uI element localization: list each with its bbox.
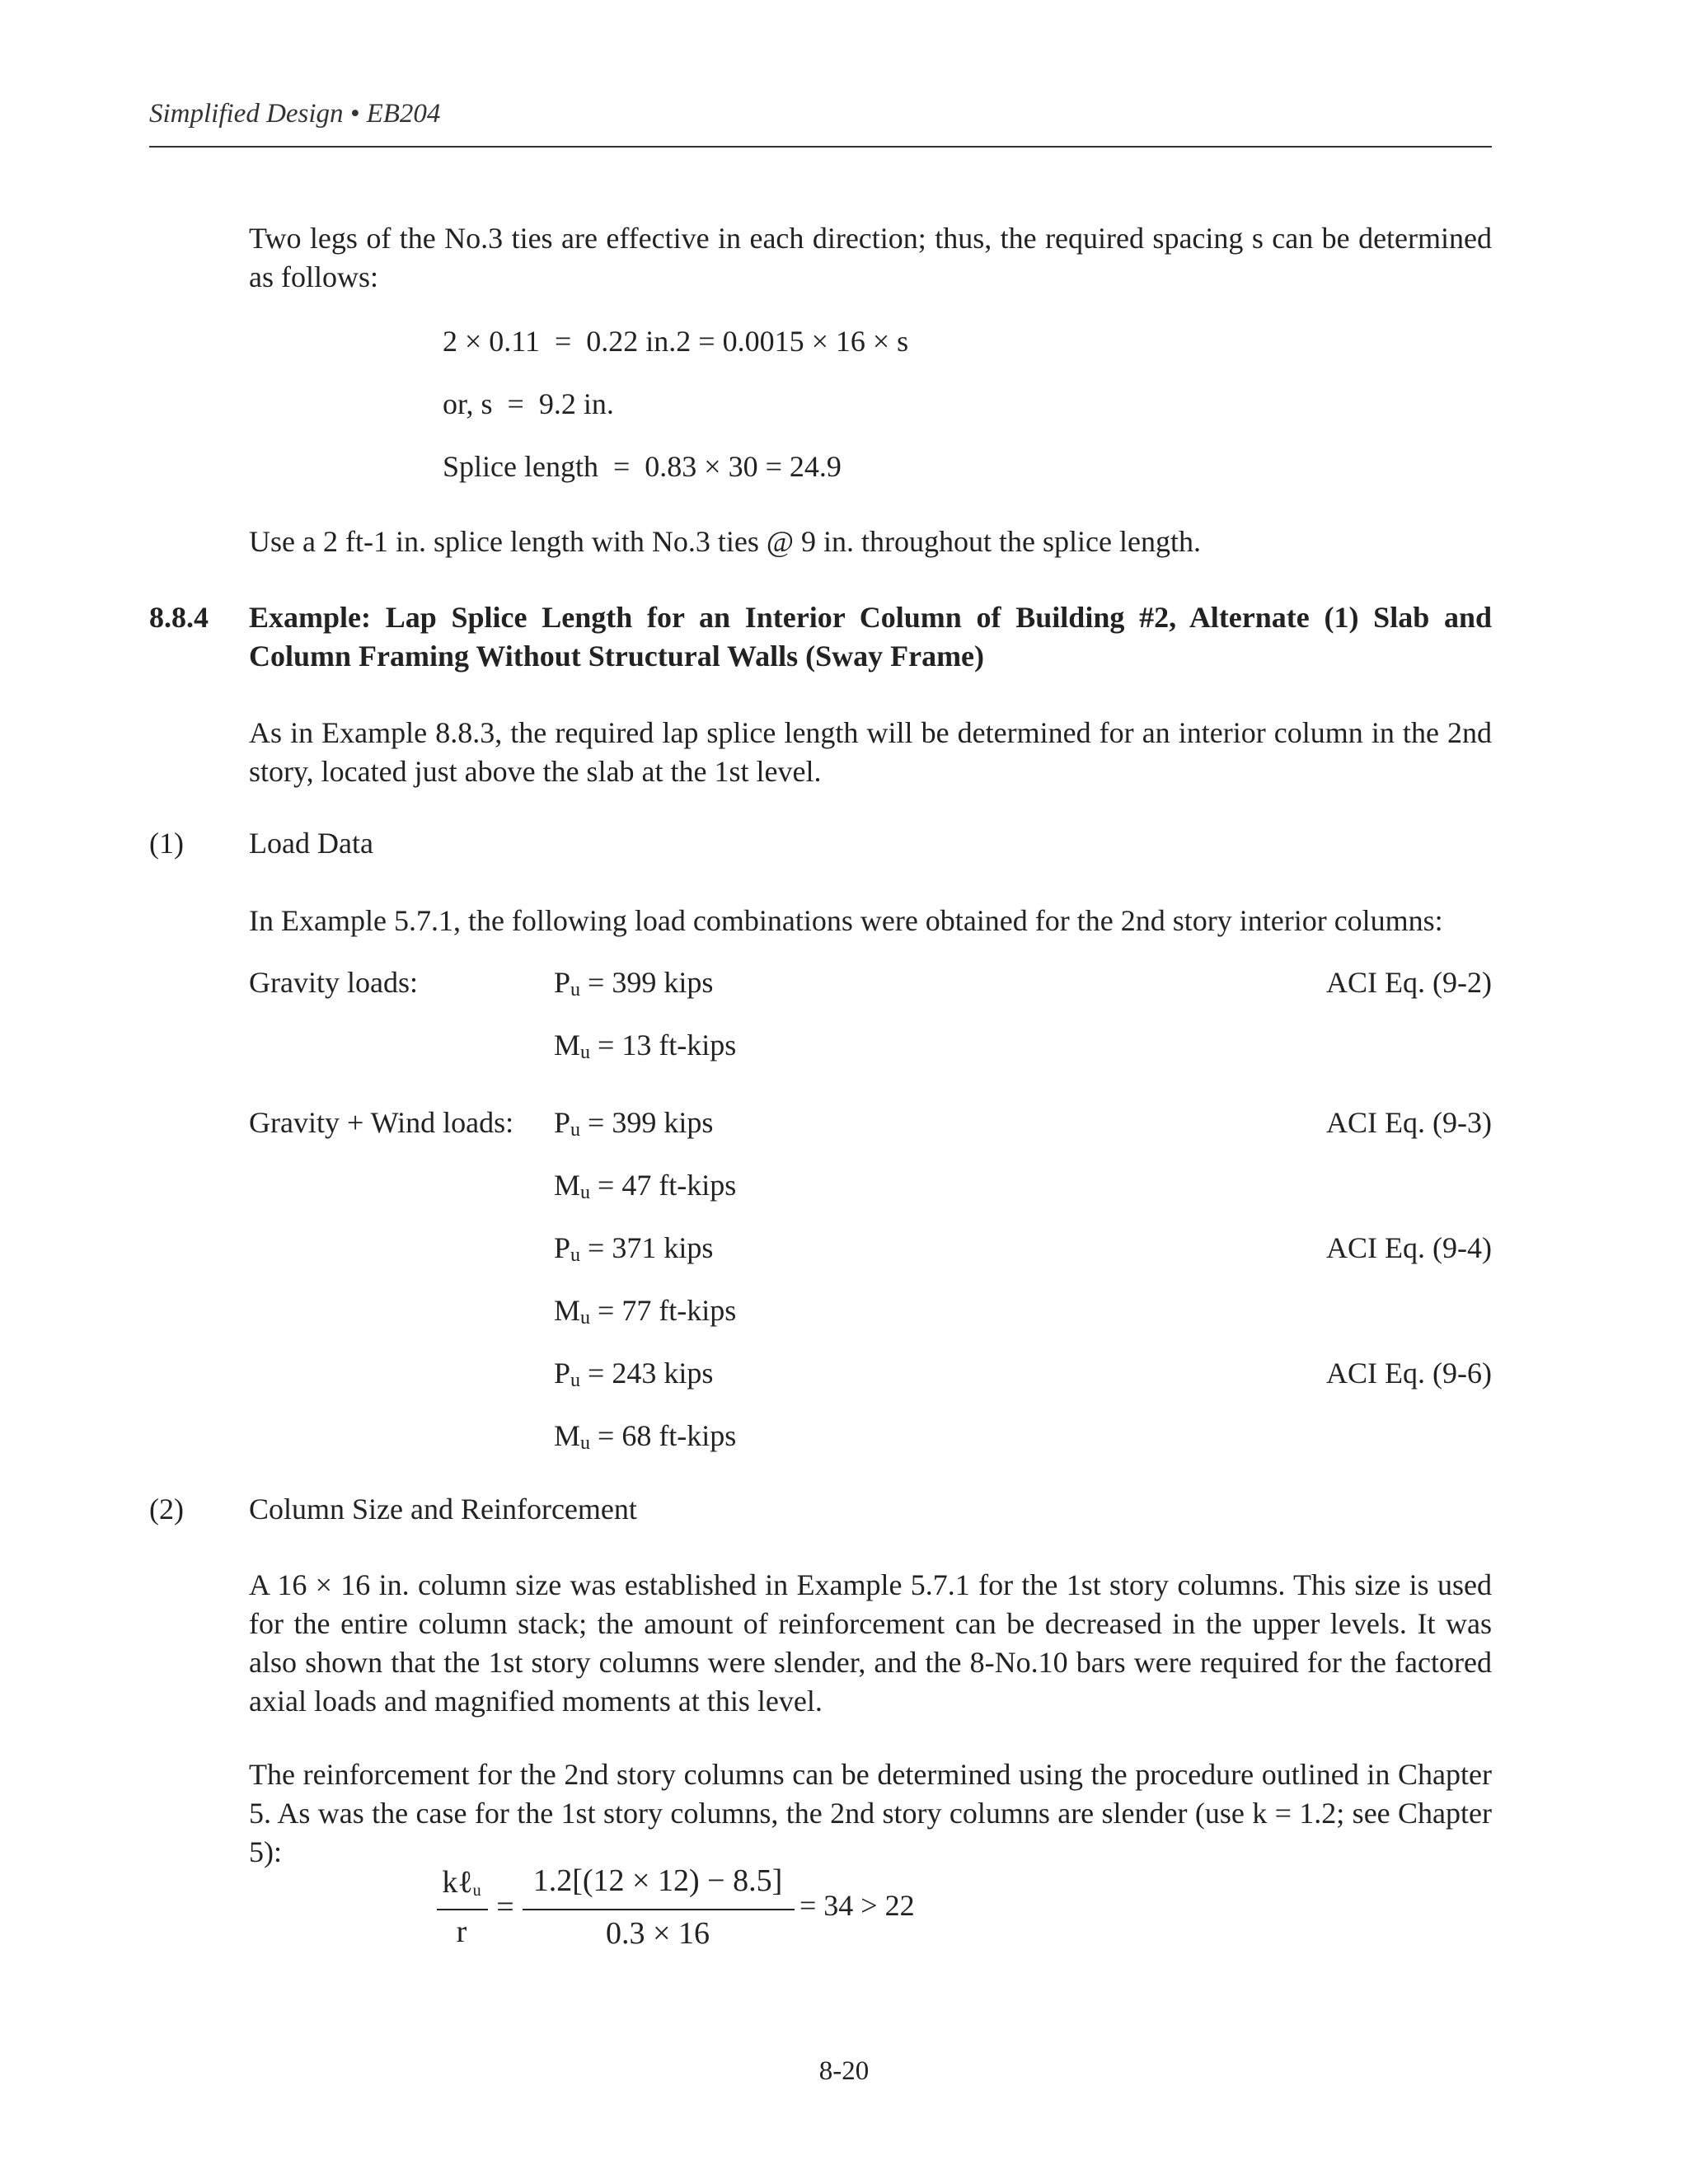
wind-loads-label: Gravity + Wind loads:	[249, 1106, 514, 1139]
step-1-number: (1)	[149, 827, 184, 860]
load-row-2-ref: ACI Eq. (9-3)	[1326, 1106, 1492, 1139]
intro-paragraph: Two legs of the No.3 ties are effective in each direction; thus, the required spacing s can be determined as follows:	[249, 222, 1492, 293]
equation-spacing: or, s = 9.2 in.	[443, 387, 614, 420]
step-1-title: Load Data	[249, 827, 373, 860]
load-row-1-p: $P_u = 399$ kips	[554, 966, 714, 1001]
equation-splice-length: Splice length = 0.83 × 30 = 24.9	[443, 450, 842, 483]
gravity-loads-label: Gravity loads:	[249, 966, 418, 999]
page-number: 8-20	[818, 2056, 870, 2086]
equation-area-ties: 2 × 0.11 = 0.22 in.2 = 0.0015 × 16 × s	[443, 325, 909, 358]
section-intro-paragraph: As in Example 8.8.3, the required lap splice length will be determined for an interior column in the 2nd story, located just above the slab at the 1st level.	[249, 716, 1492, 788]
slenderness-result: = 34 > 22	[799, 1889, 915, 1922]
load-row-2-p: $P_u = 399$ kips	[554, 1106, 714, 1141]
splice-conclusion: Use a 2 ft-1 in. splice length with No.3 ties @ 9 in. throughout the splice length.	[249, 525, 1201, 558]
column-size-paragraph: A 16 × 16 in. column size was established in Example 5.7.1 for the 1st story columns. This size is used for the entire column stack; the amount of reinforcement can be decreased in the upper levels. It was also shown that the 1st story columns were slender, and the 8-No.10 bars were required for the factored axial loads and magnified moments at this level.	[249, 1568, 1492, 1718]
step-2-number: (2)	[149, 1493, 184, 1526]
load-row-4-m: $M_u = 68$ ft-kips	[554, 1419, 737, 1454]
slenderness-rhs-bar	[523, 1909, 795, 1910]
slenderness-lhs-denominator: r	[456, 1915, 467, 1949]
section-number: 8.8.4	[149, 601, 209, 634]
slenderness-rhs-numerator: 1.2[(12 × 12) − 8.5]	[532, 1863, 783, 1898]
load-data-paragraph: In Example 5.7.1, the following load combinations were obtained for the 2nd story interior columns:	[249, 904, 1443, 937]
slenderness-lhs-bar	[437, 1909, 488, 1910]
load-row-2-m: $M_u = 47$ ft-kips	[554, 1169, 737, 1203]
section-title: Example: Lap Splice Length for an Interior Column of Building #2, Alternate (1) Slab and Column Framing Without Structural Walls (Sway Frame)	[249, 601, 1492, 673]
header-rule	[149, 146, 1492, 148]
load-row-3-ref: ACI Eq. (9-4)	[1326, 1231, 1492, 1264]
load-row-3-m: $M_u = 77$ ft-kips	[554, 1294, 737, 1329]
running-header: Simplified Design • EB204	[149, 99, 441, 129]
load-row-1-m: $M_u = 13$ ft-kips	[554, 1029, 737, 1063]
slenderness-rhs-denominator: 0.3 × 16	[606, 1916, 710, 1951]
slenderness-equals: =	[496, 1890, 514, 1924]
load-row-4-p: $P_u = 243$ kips	[554, 1357, 714, 1391]
reinforcement-paragraph: The reinforcement for the 2nd story columns can be determined using the procedure outlined in Chapter 5. As was the case for the 1st story columns, the 2nd story columns are slender (use k = 1.2; see Chapter 5):	[249, 1758, 1492, 1868]
slenderness-lhs-numerator: kℓ$_u$	[442, 1865, 481, 1900]
load-row-3-p: $P_u = 371$ kips	[554, 1231, 714, 1266]
step-2-title: Column Size and Reinforcement	[249, 1493, 637, 1526]
load-row-1-ref: ACI Eq. (9-2)	[1326, 966, 1492, 999]
load-row-4-ref: ACI Eq. (9-6)	[1326, 1357, 1492, 1390]
